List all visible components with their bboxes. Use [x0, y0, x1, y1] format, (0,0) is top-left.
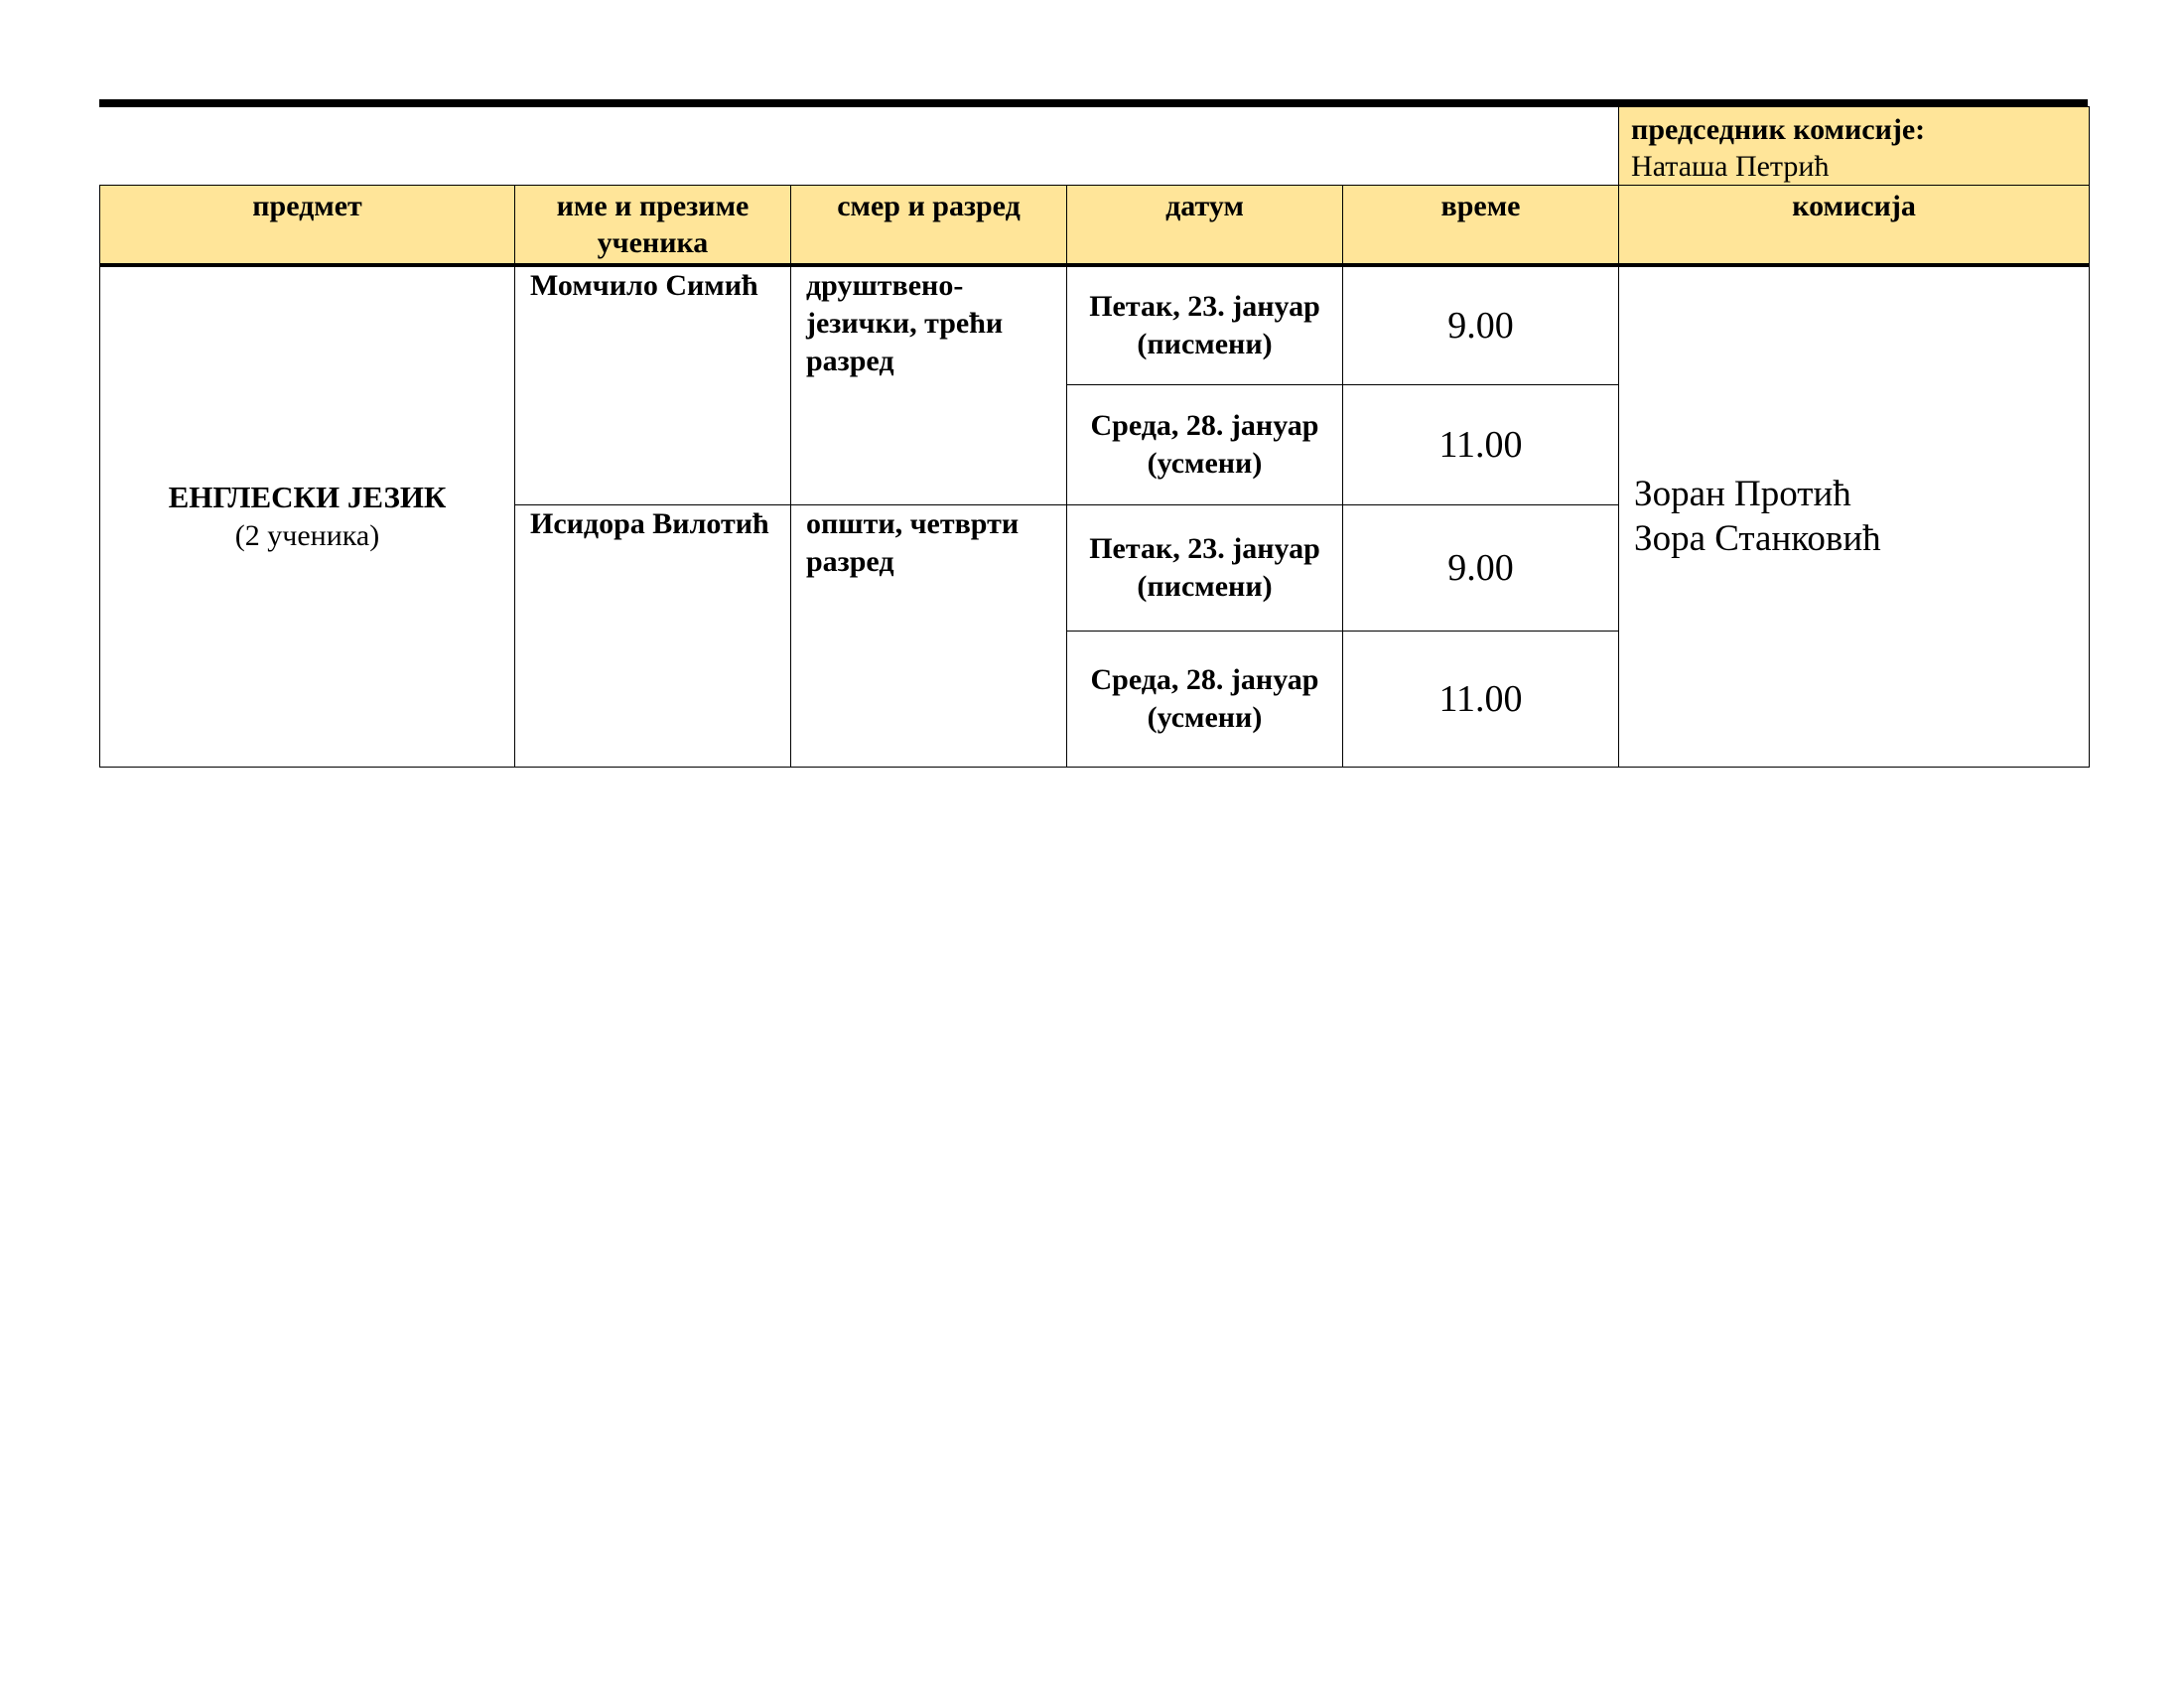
header-date: датум	[1067, 186, 1343, 266]
exam-date-cell: Среда, 28. јануар (усмени)	[1067, 384, 1343, 504]
subject-name: ЕНГЛЕСКИ ЈЕЗИК	[168, 480, 447, 515]
student-track-cell: друштвено-језички, трећи разред	[791, 265, 1067, 504]
commission-member: Зора Станковић	[1634, 518, 1881, 560]
student-name-cell: Исидора Вилотић	[515, 504, 791, 767]
exam-date-cell: Среда, 28. јануар (усмени)	[1067, 631, 1343, 767]
commission-member: Зоран Протић	[1634, 474, 1851, 515]
table-row	[100, 265, 2090, 384]
header-time: време	[1343, 186, 1619, 266]
exam-date-cell: Петак, 23. јануар (писмени)	[1067, 504, 1343, 631]
exam-time-cell: 9.00	[1343, 504, 1619, 631]
exam-schedule-table	[99, 106, 2090, 768]
subject-student-count: (2 ученика)	[234, 519, 380, 553]
exam-time-cell: 9.00	[1343, 265, 1619, 384]
commission-members-cell	[1619, 265, 2090, 767]
chair-label: председник комисије:	[1631, 113, 1926, 146]
subject-cell	[100, 265, 515, 767]
exam-time-cell: 11.00	[1343, 384, 1619, 504]
commission-chair-cell	[1619, 107, 2090, 186]
chair-row	[100, 107, 2090, 186]
header-subject: предмет	[100, 186, 515, 266]
chair-name: Наташа Петрић	[1631, 150, 1830, 183]
header-track: смер и разред	[791, 186, 1067, 266]
exam-time-cell: 11.00	[1343, 631, 1619, 767]
student-name-cell: Момчило Симић	[515, 265, 791, 504]
exam-date-cell: Петак, 23. јануар (писмени)	[1067, 265, 1343, 384]
header-commission: комисија	[1619, 186, 2090, 266]
student-track-cell: општи, четврти разред	[791, 504, 1067, 767]
header-student: име и презиме ученика	[515, 186, 791, 266]
blank-cell	[100, 107, 1619, 186]
header-row	[100, 186, 2090, 266]
